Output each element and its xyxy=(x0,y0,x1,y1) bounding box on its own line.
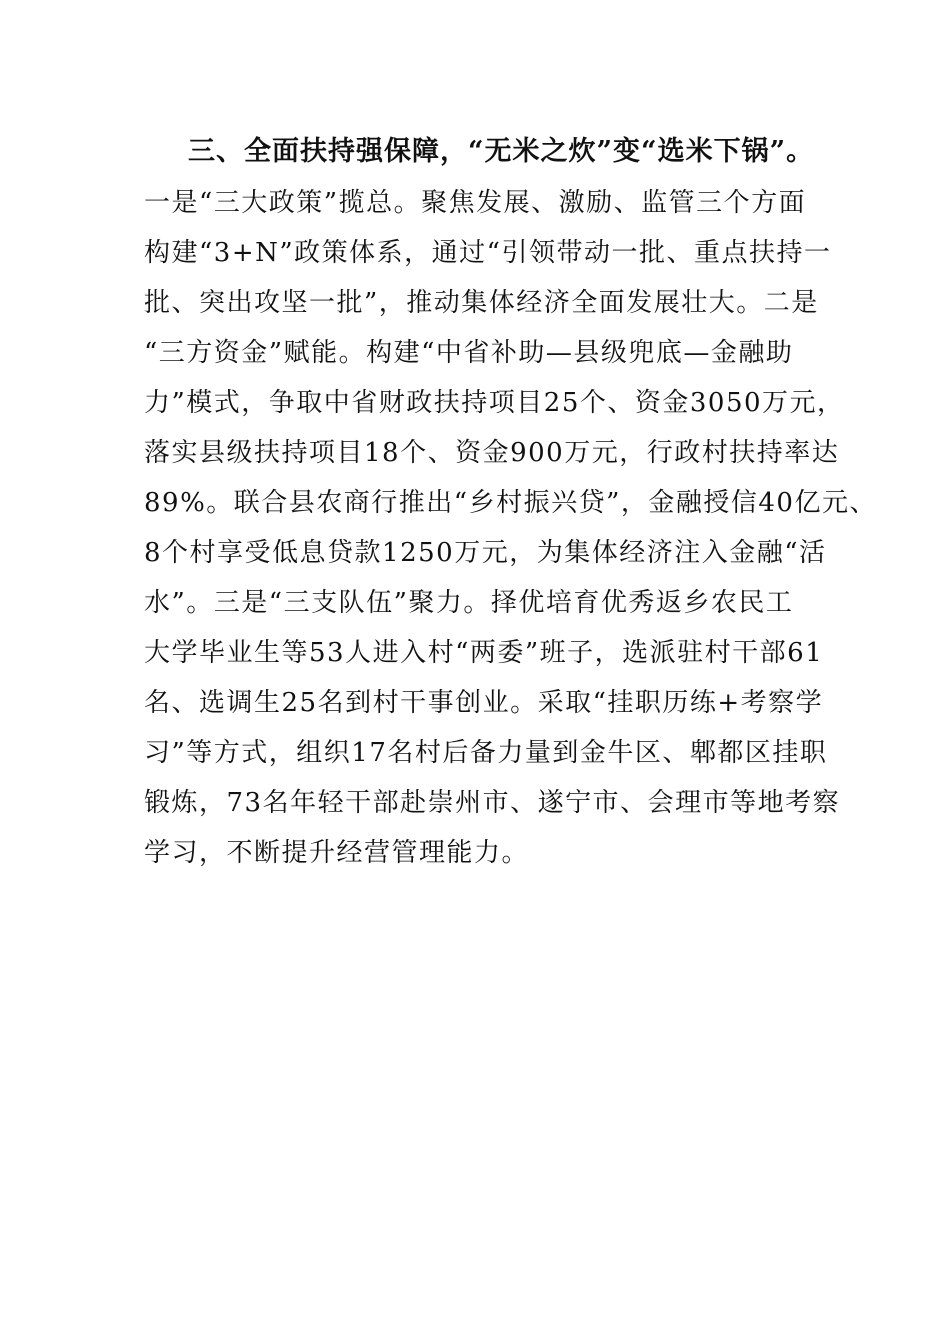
section-heading: 三、全面扶持强保障，“无米之炊”变“选米下锅”。 xyxy=(188,136,815,167)
paragraph-line: 89%。联合县农商行推出“乡村振兴贷”，金融授信40亿元、 xyxy=(144,488,877,518)
body-paragraph xyxy=(144,178,877,878)
paragraph-line: 力”模式，争取中省财政扶持项目25个、资金3050万元， xyxy=(144,388,845,418)
paragraph-line: “三方资金”赋能。构建“中省补助—县级兜底—金融助 xyxy=(144,338,794,368)
paragraph-line: 批、突出攻坚一批”，推动集体经济全面发展壮大。二是 xyxy=(144,288,819,318)
paragraph-line: 水”。三是“三支队伍”聚力。择优培育优秀返乡农民工 xyxy=(144,588,794,618)
paragraph-line: 一是“三大政策”揽总。聚焦发展、激励、监管三个方面 xyxy=(144,188,807,218)
paragraph-line: 锻炼，73名年轻干部赴崇州市、遂宁市、会理市等地考察 xyxy=(144,788,841,818)
paragraph-line: 大学毕业生等53人进入村“两委”班子，选派驻村干部61 xyxy=(144,638,824,668)
paragraph-line: 习”等方式，组织17名村后备力量到金牛区、郫都区挂职 xyxy=(144,738,828,768)
paragraph-line: 8个村享受低息贷款1250万元，为集体经济注入金融“活 xyxy=(144,538,827,568)
paragraph-line: 构建“3+N”政策体系，通过“引领带动一批、重点扶持一 xyxy=(144,238,832,268)
paragraph-line: 落实县级扶持项目18个、资金900万元，行政村扶持率达 xyxy=(144,438,840,468)
paragraph-line: 名、选调生25名到村干事创业。采取“挂职历练+考察学 xyxy=(144,688,824,718)
paragraph-line: 学习，不断提升经营管理能力。 xyxy=(144,838,530,868)
